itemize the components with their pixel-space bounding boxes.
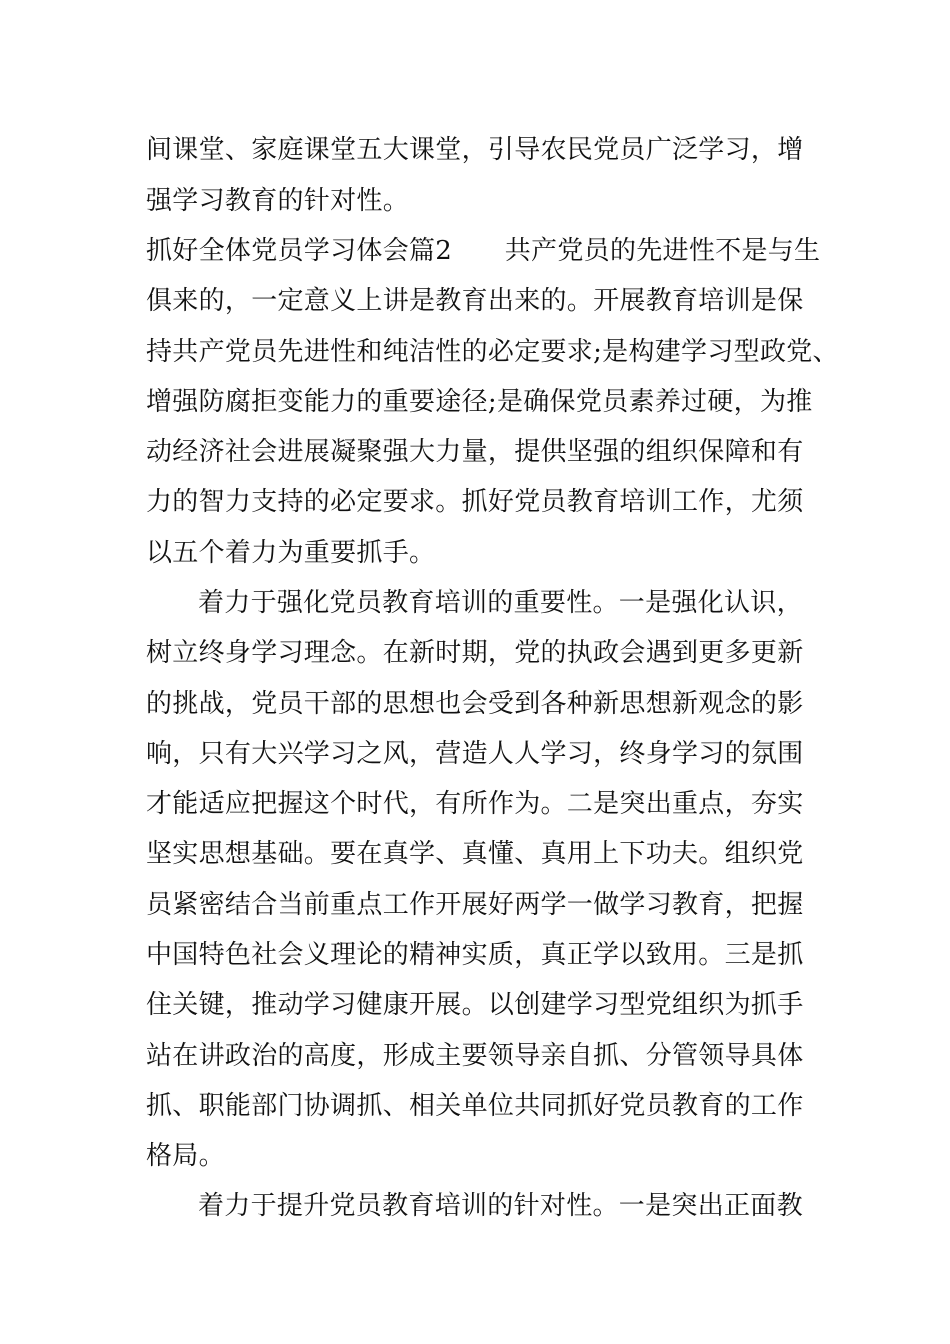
text-line: 动经济社会进展凝聚强大力量，提供坚强的组织保障和有: [146, 437, 804, 467]
text-line: 强学习教育的针对性。: [146, 186, 410, 216]
text-line: 抓、职能部门协调抓、相关单位共同抓好党员教育的工作: [146, 1091, 804, 1121]
text-line: 住关键，推动学习健康开展。以创建学习型党组织为抓手: [146, 990, 804, 1020]
text-line: 格局。: [146, 1141, 225, 1171]
text-line: 的挑战，党员干部的思想也会受到各种新思想新观念的影: [146, 689, 804, 719]
paragraph-start-line: 着力于强化党员教育培训的重要性。一是强化认识，: [198, 588, 803, 618]
text-line: 以五个着力为重要抓手。: [146, 538, 436, 568]
text-line: 响，只有大兴学习之风，营造人人学习，终身学习的氛围: [146, 739, 804, 769]
paragraph-start-line: 着力于提升党员教育培训的针对性。一是突出正面教: [198, 1191, 803, 1221]
text-line: 俱来的，一定意义上讲是教育出来的。开展教育培训是保: [146, 286, 804, 316]
text-line: 中国特色社会义理论的精神实质，真正学以致用。三是抓: [146, 940, 804, 970]
text-line: 间课堂、家庭课堂五大课堂，引导农民党员广泛学习，增: [146, 135, 804, 165]
text-line: 增强防腐拒变能力的重要途径;是确保党员素养过硬，为推: [146, 387, 813, 417]
text-line: 坚实思想基础。要在真学、真懂、真用上下功夫。组织党: [146, 839, 804, 869]
text-line: 员紧密结合当前重点工作开展好两学一做学习教育，把握: [146, 890, 804, 920]
text-line: 站在讲政治的高度，形成主要领导亲自抓、分管领导具体: [146, 1041, 804, 1071]
text-line: 持共产党员先进性和纯洁性的必定要求;是构建学习型政党、: [146, 337, 839, 367]
text-line: 树立终身学习理念。在新时期，党的执政会遇到更多更新: [146, 638, 804, 668]
section-heading-line: 抓好全体党员学习体会篇2 共产党员的先进性不是与生: [146, 236, 821, 266]
text-line: 才能适应把握这个时代，有所作为。二是突出重点，夯实: [146, 789, 804, 819]
text-line: 力的智力支持的必定要求。抓好党员教育培训工作，尤须: [146, 487, 804, 517]
